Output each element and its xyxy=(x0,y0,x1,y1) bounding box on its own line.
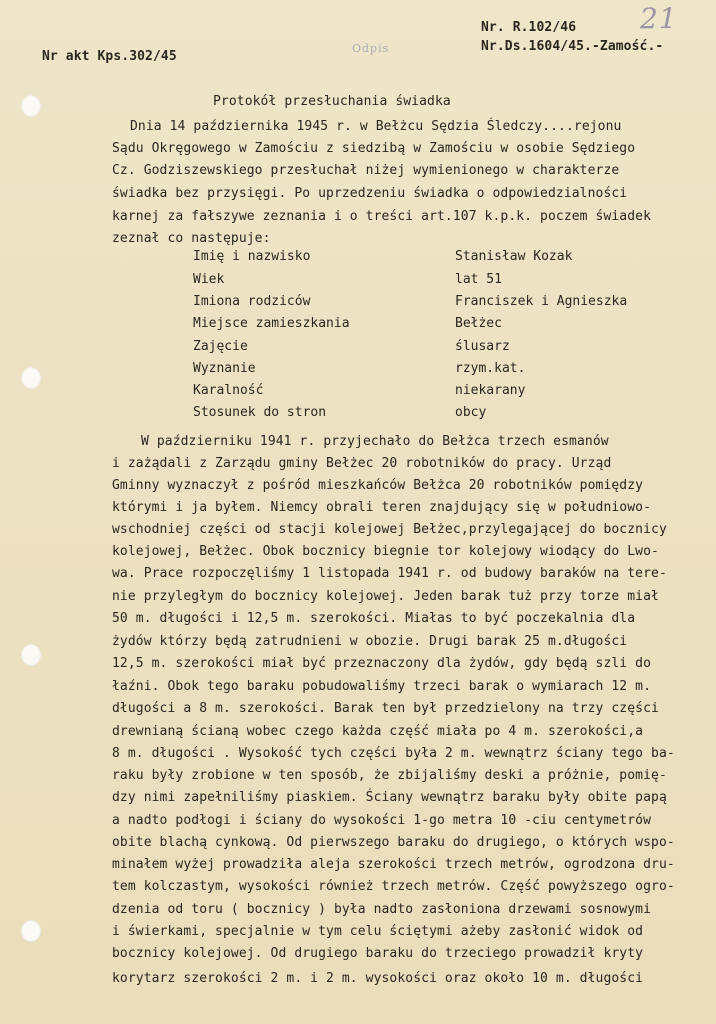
faded-stamp: Odpis xyxy=(352,42,390,55)
testimony-line: bocznicy kolejowej. Od drugiego baraku do trzeciego prowadził kryty xyxy=(112,946,644,961)
testimony-line: dzy nimi zapełniliśmy piaskiem. Ściany wewnątrz baraku były obite papą xyxy=(112,790,667,805)
field-value: obcy xyxy=(455,405,487,420)
field-value: Franciszek i Agnieszka xyxy=(455,294,628,309)
intro-line: świadka bez przysięgi. Po uprzedzeniu świadka o odpowiedzialności xyxy=(112,186,628,201)
testimony-line: dzenia od toru ( bocznicy ) była nadto zasłoniona drzewami sosnowymi xyxy=(112,902,652,917)
document-title: Protokół przesłuchania świadka xyxy=(213,94,451,109)
testimony-line: 12,5 m. szerokości miał być przeznaczony dla żydów, gdy będą szli do xyxy=(112,656,652,671)
testimony-line: i świerkami, specjalnie w tym celu ściętymi ażeby zasłonić widok od xyxy=(112,924,644,939)
field-value: lat 51 xyxy=(455,272,502,287)
testimony-line: kolejowej, Bełżec. Obok bocznicy biegnie tor kolejowy wiodący do Lwo- xyxy=(112,544,659,559)
testimony-line: raku były zrobione w ten sposób, że zbijaliśmy deski a próżnie, pomię- xyxy=(112,768,667,783)
testimony-line: tem kolczastym, wysokości również trzech metrów. Część powyższego ogro- xyxy=(112,879,675,894)
testimony-line: 8 m. długości . Wysokość tych części była 2 m. wewnątrz ściany tego ba- xyxy=(112,746,675,761)
field-value: Bełżec xyxy=(455,316,502,331)
field-label: Wyznanie xyxy=(193,361,256,376)
intro-line: Dnia 14 października 1945 r. w Bełżcu Sędzia Śledczy....rejonu xyxy=(130,119,622,134)
testimony-line: Gminny wyznaczył z pośród mieszkańców Bełżca 20 robotników pomiędzy xyxy=(112,478,644,493)
handwritten-page-number: 21 xyxy=(640,2,678,35)
testimony-line: długości a 8 m. szerokości. Barak ten był przedzielony na trzy części xyxy=(112,701,659,716)
punch-hole xyxy=(21,95,41,117)
testimony-line: i zażądali z Zarządu gminy Bełżec 20 robotników do pracy. Urząd xyxy=(112,456,612,471)
intro-line: Sądu Okręgowego w Zamościu z siedzibą w Zamościu w osobie Sędziego xyxy=(112,141,636,156)
field-label: Imiona rodziców xyxy=(193,294,311,309)
field-label: Stosunek do stron xyxy=(193,405,327,420)
testimony-line: nie przyległym do bocznicy kolejowej. Jeden barak tuż przy torze miał xyxy=(112,589,659,604)
testimony-line: 50 m. długości i 12,5 m. szerokości. Miałas to być poczekalnia dla xyxy=(112,611,636,626)
testimony-line: W październiku 1941 r. przyjechało do Bełżca trzech esmanów xyxy=(141,434,609,449)
testimony-line: łaźni. Obok tego baraku pobudowaliśmy trzeci barak o wymiarach 12 m. xyxy=(112,679,652,694)
file-number: Nr akt Kps.302/45 xyxy=(42,49,177,64)
field-label: Miejsce zamieszkania xyxy=(193,316,350,331)
case-ds-number: Nr.Ds.1604/45.-Zamość.- xyxy=(481,39,664,54)
testimony-line: obite blachą cynkową. Od pierwszego baraku do drugiego, o których wspo- xyxy=(112,835,675,850)
field-value: niekarany xyxy=(455,383,526,398)
punch-hole xyxy=(21,920,41,942)
case-ref-number: Nr. R.102/46 xyxy=(481,20,577,35)
intro-line: karnej za fałszywe zeznania i o treści art.107 k.p.k. poczem świadek xyxy=(112,209,652,224)
field-value: Stanisław Kozak xyxy=(455,249,573,264)
intro-line: Cz. Godziszewskiego przesłuchał niżej wymienionego w charakterze xyxy=(112,163,620,178)
testimony-line: wa. Prace rozpoczęliśmy 1 listopada 1941 r. od budowy baraków na tere- xyxy=(112,566,667,581)
field-label: Imię i nazwisko xyxy=(193,249,311,264)
testimony-line: którymi i ja byłem. Niemcy obrali teren znajdujący się w południowo- xyxy=(112,500,652,515)
testimony-line: wschodniej części od stacji kolejowej Bełżec,przylegającej do bocznicy xyxy=(112,522,667,537)
testimony-line: minałem wyżej prowadziła aleja szerokości trzech metrów, ogrodzona dru- xyxy=(112,857,675,872)
testimony-line: korytarz szerokości 2 m. i 2 m. wysokości oraz około 10 m. długości xyxy=(112,971,644,986)
field-label: Karalność xyxy=(193,383,264,398)
field-label: Wiek xyxy=(193,272,225,287)
testimony-line: żydów którzy będą zatrudnieni w obozie. Drugi barak 25 m.długości xyxy=(112,634,628,649)
intro-line: zeznał co następuje: xyxy=(112,231,271,246)
field-value: rzym.kat. xyxy=(455,361,526,376)
testimony-line: drewnianą ścianą wobec czego każda część miała po 4 m. szerokości,a xyxy=(112,724,644,739)
field-value: ślusarz xyxy=(455,339,510,354)
punch-hole xyxy=(21,644,41,666)
testimony-line: a nadto podłogi i ściany do wysokości 1-go metra 10 -ciu centymetrów xyxy=(112,813,652,828)
field-label: Zajęcie xyxy=(193,339,248,354)
punch-hole xyxy=(21,367,41,389)
